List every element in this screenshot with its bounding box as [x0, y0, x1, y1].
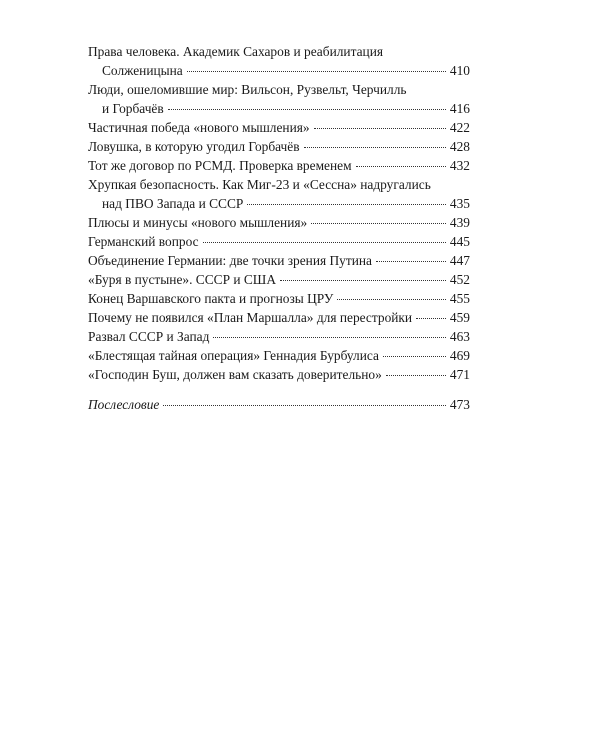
toc-line: [88, 308, 470, 327]
dot-leader: [203, 242, 446, 243]
toc-page-number: 463: [449, 329, 470, 344]
dot-leader: [163, 405, 446, 406]
toc-entry: [88, 346, 470, 365]
toc-page-number: 455: [449, 291, 470, 306]
toc-entry: [88, 365, 470, 384]
toc-entry: [88, 156, 470, 175]
toc-page-number: 435: [449, 196, 470, 211]
toc-title-line: и Горбачёв: [102, 101, 164, 116]
toc-line: [88, 156, 470, 175]
table-of-contents: [88, 42, 470, 414]
toc-line: [88, 61, 470, 80]
toc-title-line: Плюсы и минусы «нового мышления»: [88, 215, 308, 230]
toc-title-line: над ПВО Запада и СССР: [102, 196, 244, 211]
toc-title-line: Объединение Германии: две точки зрения Путина: [88, 253, 372, 268]
toc-entry: [88, 270, 470, 289]
toc-title-line: Развал СССР и Запад: [88, 329, 210, 344]
dot-leader: [383, 356, 446, 357]
toc-page-number: 410: [449, 63, 470, 78]
toc-line: [88, 365, 470, 384]
toc-line: [88, 194, 470, 213]
toc-line: [88, 118, 470, 137]
dot-leader: [187, 71, 446, 72]
toc-page-number: 428: [449, 139, 470, 154]
toc-line: [88, 232, 470, 251]
toc-entry: [88, 42, 470, 80]
dot-leader: [314, 128, 446, 129]
toc-page-number: 439: [449, 215, 470, 230]
toc-entry: [88, 118, 470, 137]
toc-line: [88, 80, 470, 99]
toc-entry: [88, 327, 470, 346]
toc-entry-afterword: [88, 395, 470, 414]
dot-leader: [376, 261, 446, 262]
toc-page-number: 447: [449, 253, 470, 268]
toc-page-number: 445: [449, 234, 470, 249]
toc-title-line: Ловушка, в которую угодил Горбачёв: [88, 139, 300, 154]
toc-line: [88, 213, 470, 232]
toc-entry: [88, 308, 470, 327]
toc-page-number: 432: [449, 158, 470, 173]
toc-line: [88, 137, 470, 156]
toc-page-number: 452: [449, 272, 470, 287]
dot-leader: [213, 337, 445, 338]
toc-entry: [88, 137, 470, 156]
dot-leader: [168, 109, 446, 110]
dot-leader: [247, 204, 446, 205]
toc-line: [88, 251, 470, 270]
dot-leader: [304, 147, 446, 148]
toc-title-line: «Буря в пустыне». СССР и США: [88, 272, 276, 287]
toc-title-line: Солженицына: [102, 63, 183, 78]
toc-page-number: 459: [449, 310, 470, 325]
toc-title-line: Права человека. Академик Сахаров и реабилитация: [88, 44, 384, 59]
toc-page-number: 471: [449, 367, 470, 382]
toc-title-line: Конец Варшавского пакта и прогнозы ЦРУ: [88, 291, 334, 306]
toc-line: [88, 270, 470, 289]
toc-title-line: Германский вопрос: [88, 234, 199, 249]
toc-line: [88, 99, 470, 118]
toc-title-line: Хрупкая безопасность. Как Миг-23 и «Сессна» надругались: [88, 177, 431, 192]
toc-page-number: 416: [449, 101, 470, 116]
toc-entry: [88, 213, 470, 232]
section-gap: [88, 384, 470, 395]
toc-line: [88, 327, 470, 346]
dot-leader: [356, 166, 446, 167]
toc-title-line: «Блестящая тайная операция» Геннадия Бурбулиса: [88, 348, 379, 363]
dot-leader: [311, 223, 446, 224]
toc-line: [88, 42, 470, 61]
dot-leader: [416, 318, 446, 319]
toc-entry: [88, 80, 470, 118]
toc-page-number: 469: [449, 348, 470, 363]
toc-title-line: «Господин Буш, должен вам сказать доверительно»: [88, 367, 382, 382]
toc-line: [88, 395, 470, 414]
toc-title-line: Тот же договор по РСМД. Проверка временем: [88, 158, 352, 173]
toc-title-line: Почему не появился «План Маршалла» для перестройки: [88, 310, 413, 325]
toc-title-line: Частичная победа «нового мышления»: [88, 120, 310, 135]
dot-leader: [337, 299, 446, 300]
toc-page-number: 473: [449, 397, 470, 412]
toc-title-line: Послесловие: [88, 397, 160, 412]
toc-entry: [88, 175, 470, 213]
toc-line: [88, 346, 470, 365]
toc-line: [88, 175, 470, 194]
toc-entry: [88, 251, 470, 270]
toc-line: [88, 289, 470, 308]
toc-page-number: 422: [449, 120, 470, 135]
toc-entry: [88, 289, 470, 308]
dot-leader: [386, 375, 446, 376]
toc-entry: [88, 232, 470, 251]
dot-leader: [280, 280, 446, 281]
toc-title-line: Люди, ошеломившие мир: Вильсон, Рузвельт, Черчилль: [88, 82, 407, 97]
